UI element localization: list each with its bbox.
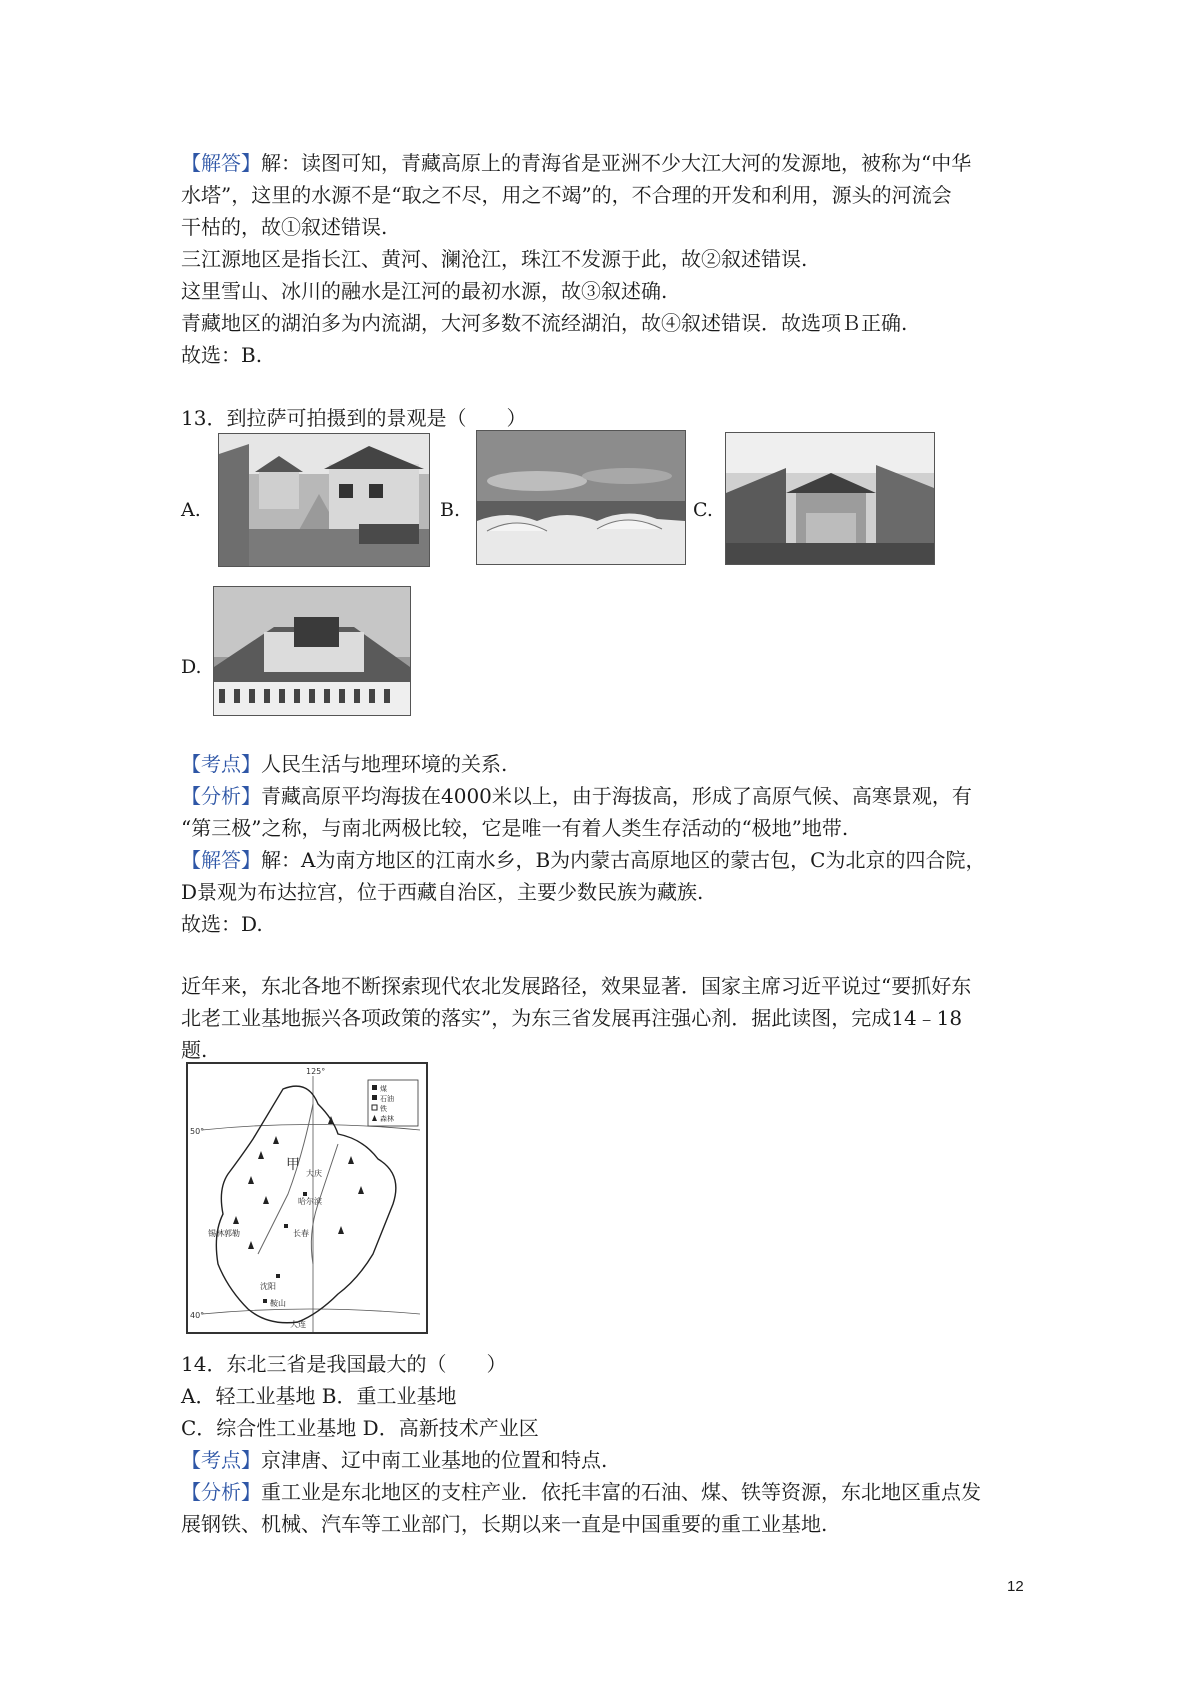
q14-fenxi-line2: 展钢铁、机械、汽车等工业部门，长期以来一直是中国重要的重工业基地. [181, 1512, 828, 1536]
q13-kaodian [181, 748, 1031, 780]
q13-fenxi [181, 780, 1031, 812]
latitude-bottom-label: 40° [190, 1311, 205, 1320]
yurt-image [477, 431, 685, 564]
place-changchun: 长春 [293, 1229, 309, 1238]
answer-line: 这里雪山、冰川的融水是江河的最初水源，故③叙述确. [181, 279, 668, 303]
kaodian-tag: 【考点】 [181, 752, 261, 776]
q14-kaodian [181, 1444, 1031, 1476]
place-harbin: 哈尔滨 [298, 1197, 322, 1206]
answer-text: 解：读图可知，青藏高原上的青海省是亚洲不少大江大河的发源地，被称为“中华 [261, 151, 972, 175]
siheyuan-image [726, 433, 934, 564]
q13-stem: 13．到拉萨可拍摄到的景观是（ ） [181, 406, 527, 430]
fenxi-tag: 【分析】 [181, 784, 261, 808]
q13-choice: 故选：D. [181, 912, 263, 936]
answer-line: 青藏地区的湖泊多为内流湖，大河多数不流经湖泊，故④叙述错误．故选项Ｂ正确. [181, 311, 908, 335]
jia-label: 甲 [286, 1157, 300, 1173]
answer-line: 水塔”，这里的水源不是“取之不尽，用之不竭”的，不合理的开发和利用，源头的河流会 [181, 183, 952, 207]
jieda-tag: 【解答】 [181, 848, 261, 872]
northeast-china-map [186, 1062, 428, 1334]
q14-fenxi [181, 1476, 1031, 1508]
jiangnan-water-town-image [219, 434, 429, 566]
q14-options-ab: A．轻工业基地 B．重工业基地 [181, 1384, 457, 1408]
jieda-text: 解：A为南方地区的江南水乡，B为内蒙古高原地区的蒙古包，C为北京的四合院， [261, 848, 986, 872]
legend-iron: 铁 [380, 1105, 387, 1113]
latitude-top-label: 50° [190, 1127, 205, 1136]
answer-line [181, 147, 1031, 179]
fenxi-text: 青藏高原平均海拔在4000米以上，由于海拔高，形成了高原气候、高寒景观，有 [261, 784, 972, 808]
q14-stem: 14．东北三省是我国最大的（ ） [181, 1352, 507, 1376]
place-daqing: 大庆 [306, 1169, 322, 1178]
q13-jieda [181, 844, 1031, 876]
page-number: 12 [1007, 1578, 1024, 1595]
answer-tag: 【解答】 [181, 151, 261, 175]
option-d-photo [213, 586, 411, 716]
intro-line: 题. [181, 1038, 208, 1062]
answer-line: 三江源地区是指长江、黄河、澜沧江，珠江不发源于此，故②叙述错误. [181, 247, 808, 271]
option-a-photo [218, 433, 430, 567]
map-svg [188, 1064, 426, 1332]
kaodian-text: 京津唐、辽中南工业基地的位置和特点. [261, 1448, 608, 1472]
longitude-label: 125° [306, 1067, 326, 1076]
intro-line: 北老工业基地振兴各项政策的落实”，为东三省发展再注强心剂．据此读图，完成14﹣18 [181, 1006, 963, 1030]
kaodian-tag: 【考点】 [181, 1448, 261, 1472]
answer-line: 干枯的，故①叙述错误. [181, 215, 388, 239]
intro-line: 近年来，东北各地不断探索现代农北发展路径，效果显著．国家主席习近平说过“要抓好东 [181, 974, 972, 998]
option-b-label: B. [440, 499, 461, 521]
place-shenyang: 沈阳 [260, 1282, 276, 1291]
potala-palace-image [214, 587, 410, 715]
q13-fenxi-line2: “第三极”之称，与南北两极比较，它是唯一有着人类生存活动的“极地”地带. [181, 816, 849, 840]
place-xilinguole: 锡林郭勒 [208, 1229, 240, 1238]
fenxi-tag: 【分析】 [181, 1480, 261, 1504]
kaodian-text: 人民生活与地理环境的关系. [261, 752, 508, 776]
option-c-photo [725, 432, 935, 565]
legend-forest: 森林 [380, 1115, 394, 1123]
option-a-label: A. [181, 499, 201, 521]
fenxi-text: 重工业是东北地区的支柱产业．依托丰富的石油、煤、铁等资源，东北地区重点发 [261, 1480, 981, 1504]
legend-coal: 煤 [380, 1085, 387, 1093]
option-b-photo [476, 430, 686, 565]
place-anshan: 鞍山 [270, 1299, 286, 1308]
q13-jieda-line2: D景观为布达拉宫，位于西藏自治区，主要少数民族为藏族. [181, 880, 704, 904]
legend-oil: 石油 [380, 1095, 394, 1103]
answer-choice: 故选：B. [181, 343, 263, 367]
option-c-label: C. [693, 499, 713, 521]
option-d-label: D. [181, 656, 202, 678]
place-dalian: 大连 [290, 1320, 306, 1329]
q14-options-cd: C．综合性工业基地 D．高新技术产业区 [181, 1416, 539, 1440]
